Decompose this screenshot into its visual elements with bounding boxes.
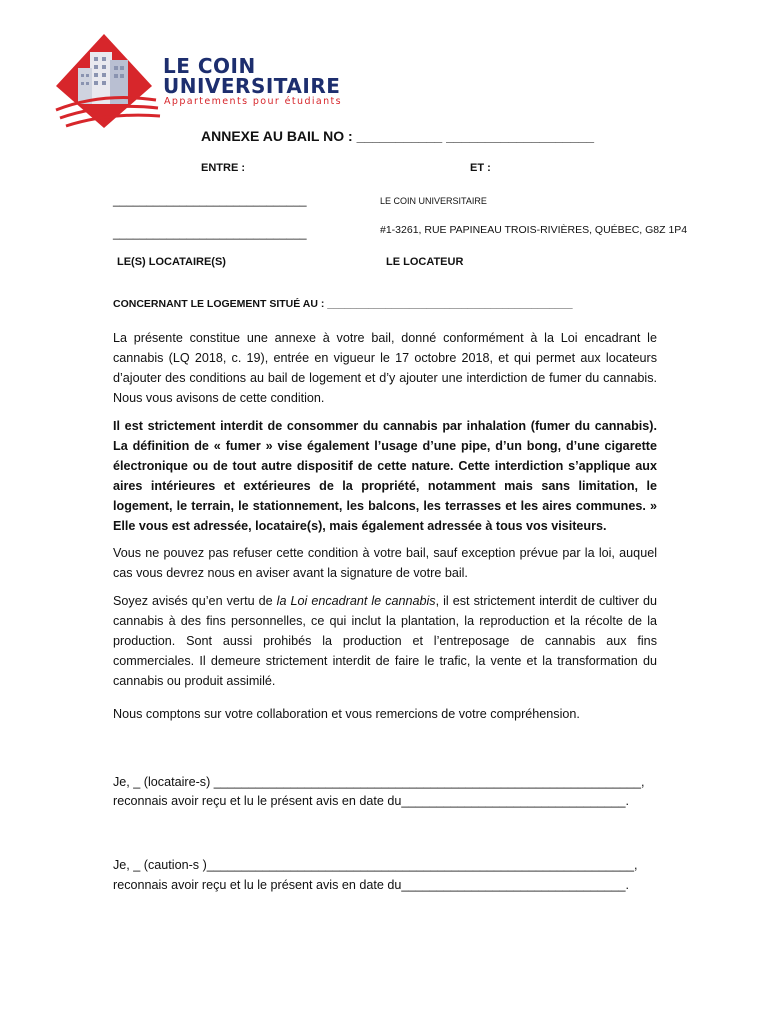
condition-paragraph: Vous ne pouvez pas refuser cette condition à votre bail, sauf exception prévue par la loi, auquel cas vous devrez nous en aviser avant la signature de votre bail.	[113, 546, 657, 580]
landlord-address: #1-3261, RUE PAPINEAU TROIS-RIVIÈRES, QUÉBEC, G8Z 1P4	[380, 224, 688, 236]
property-location-line: CONCERNANT LE LOGEMENT SITUÉ AU : __________________________________________	[113, 298, 573, 310]
landlord-name: LE COIN UNIVERSITAIRE	[380, 196, 487, 206]
between-label: ENTRE :	[201, 162, 245, 174]
intro-paragraph: La présente constitue une annexe à votre bail, donné conformément à la Loi encadrant le cannabis (LQ 2018, c. 19), entrée en vigueur le 17 octobre 2018, et qui permet aux locateurs d’ajouter des conditions au bail de logement et d’y ajouter une interdiction de fumer du cannabis. Nous vous avisons de cette condition.	[113, 331, 657, 405]
tenant-blank-1: _____________________________	[113, 193, 307, 207]
tenant-signature-line: Je, _ (locataire-s) _____________________________________________________________,	[113, 775, 645, 789]
cultivation-paragraph: Soyez avisés qu’en vertu de la Loi encadrant le cannabis, il est strictement interdit de cultiver du cannabis à des fins personnelles, ce qui inclut la plantation, la reproduction et la récolte de la production. Sont aussi prohibés la production et l’entreposage de cannabis aux fins commerciales. Il demeure strictement interdit de faire le trafic, la vente et la transformation du cannabis ou produit assimilé.	[113, 594, 657, 688]
law-title: la Loi encadrant le cannabis	[276, 594, 436, 608]
landlord-caption: LE LOCATEUR	[386, 256, 464, 268]
tenant-acknowledgement-date: reconnais avoir reçu et lu le présent avis en date du________________________________.	[113, 794, 630, 808]
brand-tagline: Appartements pour étudiants	[164, 96, 343, 107]
closing-paragraph: Nous comptons sur votre collaboration et vous remercions de votre compréhension.	[113, 707, 580, 721]
tenant-caption: LE(S) LOCATAIRE(S)	[117, 256, 226, 268]
tenant-blank-2: _____________________________	[113, 226, 307, 240]
and-label: ET :	[470, 162, 491, 174]
guarantor-signature-line: Je, _ (caution-s )_____________________________________________________________,	[113, 858, 638, 872]
brand-name: LE COIN UNIVERSITAIRE	[163, 54, 341, 98]
prohibition-paragraph: Il est strictement interdit de consommer du cannabis par inhalation (fumer du cannabis). La définition de « fumer » vise également l’usage d’une pipe, d’un bong, d’une cigarette électronique ou de tout autre dispositif de cette nature. Cette interdiction s’applique aux aires intérieures et extérieures de la propriété, notamment mais sans limitation, le logement, le terrain, le stationnement, les balcons, les terrasses et les aires communes. » Elle vous est adressée, locataire(s), mais également adressée à tous vos visiteurs.	[113, 419, 657, 533]
annex-title: ANNEXE AU BAIL NO : ___________ ___________________	[201, 128, 595, 144]
guarantor-acknowledgement-date: reconnais avoir reçu et lu le présent avis en date du________________________________.	[113, 878, 630, 892]
